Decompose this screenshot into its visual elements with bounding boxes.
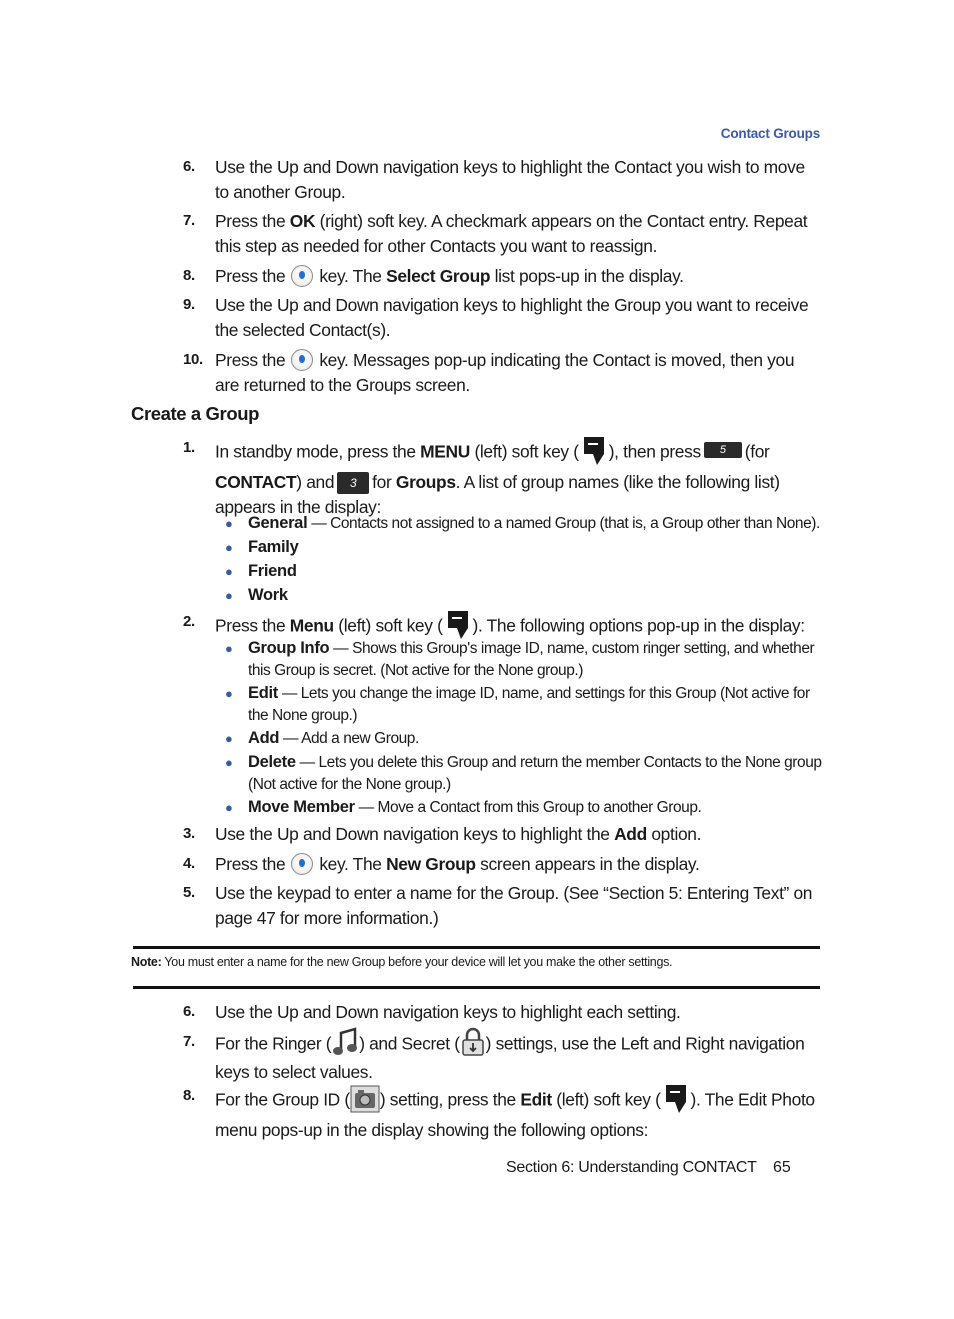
step-text: For the Ringer ( ) and Secret ( ) settings, use the Left and Right navigation keys to select values. [215, 1030, 821, 1085]
bullet-icon: ● [225, 540, 233, 555]
bullet-icon: ● [225, 516, 233, 531]
step-number: 3. [183, 825, 195, 842]
bullet-icon: ● [225, 686, 233, 701]
left-soft-key-icon [663, 1082, 689, 1116]
step-number: 7. [183, 212, 195, 229]
step-text: Press the key. The New Group screen appears in the display. [215, 854, 700, 874]
note-label: Note: [131, 955, 162, 969]
bullet-icon: ● [225, 564, 233, 579]
step-number: 1. [183, 439, 195, 456]
step-number: 4. [183, 855, 195, 872]
key-5-icon: 5 [704, 442, 742, 458]
step-text: Use the Up and Down navigation keys to highlight the Add option. [215, 824, 702, 844]
ok-key-icon [291, 853, 313, 875]
bullet-icon: ● [225, 800, 233, 815]
step-text: For the Group ID ( ) setting, press the Edit (left) soft key ( ). The Edit Photo menu pops-up in the display showing the following options: [215, 1084, 821, 1143]
step-number: 6. [183, 1003, 195, 1020]
lock-icon [460, 1027, 486, 1057]
step-number: 6. [183, 158, 195, 175]
note-text: You must enter a name for the new Group before your device will let you make the other settings. [161, 955, 673, 969]
step-text: Press the key. Messages pop-up indicating the Contact is moved, then you are returned to the Groups screen. [215, 350, 795, 395]
step-text: Press the Menu (left) soft key ( ). The following options pop-up in the display: [215, 610, 821, 644]
step-text: Press the OK (right) soft key. A checkmark appears on the Contact entry. Repeat this step as needed for other Contacts you want to reassign. [215, 211, 808, 256]
note-bottom-rule [133, 986, 820, 989]
note [131, 955, 831, 969]
step-number: 5. [183, 884, 195, 901]
step-number: 2. [183, 613, 195, 630]
section-heading: Create a Group [131, 403, 260, 424]
step-text: Use the keypad to enter a name for the Group. (See “Section 5: Entering Text” on page 47 for more information.) [215, 883, 813, 928]
step-number: 7. [183, 1033, 195, 1050]
step-number: 8. [183, 267, 195, 284]
step-number: 10. [183, 351, 203, 368]
step-text: Press the key. The Select Group list pops-up in the display. [215, 266, 684, 286]
left-soft-key-icon [581, 434, 607, 468]
bullet-icon: ● [225, 641, 233, 656]
ok-key-icon [291, 265, 313, 287]
page-number: 65 [773, 1159, 791, 1176]
footer-section: Section 6: Understanding CONTACT [506, 1159, 757, 1176]
camera-icon [350, 1085, 380, 1113]
note-top-rule [133, 946, 820, 949]
step-text: Use the Up and Down navigation keys to highlight the Contact you wish to move to another Group. [215, 157, 805, 202]
step-text: In standby mode, press the MENU (left) soft key ( ), then press 5 (for CONTACT) and 3 for Groups. A list of group names (like the following list) appears in the display: [215, 436, 821, 519]
step-number: 9. [183, 296, 195, 313]
running-header: Contact Groups [720, 126, 820, 141]
ringer-icon [331, 1027, 359, 1057]
bullet-icon: ● [225, 731, 233, 746]
step-text: Use the Up and Down navigation keys to highlight the Group you want to receive the selected Contact(s). [215, 295, 809, 340]
left-soft-key-icon [445, 608, 471, 642]
bullet-icon: ● [225, 588, 233, 603]
step-number: 8. [183, 1087, 195, 1104]
key-3-icon: 3 [337, 472, 369, 494]
ok-key-icon [291, 349, 313, 371]
bullet-icon: ● [225, 755, 233, 770]
step-text: Use the Up and Down navigation keys to highlight each setting. [215, 1002, 681, 1022]
